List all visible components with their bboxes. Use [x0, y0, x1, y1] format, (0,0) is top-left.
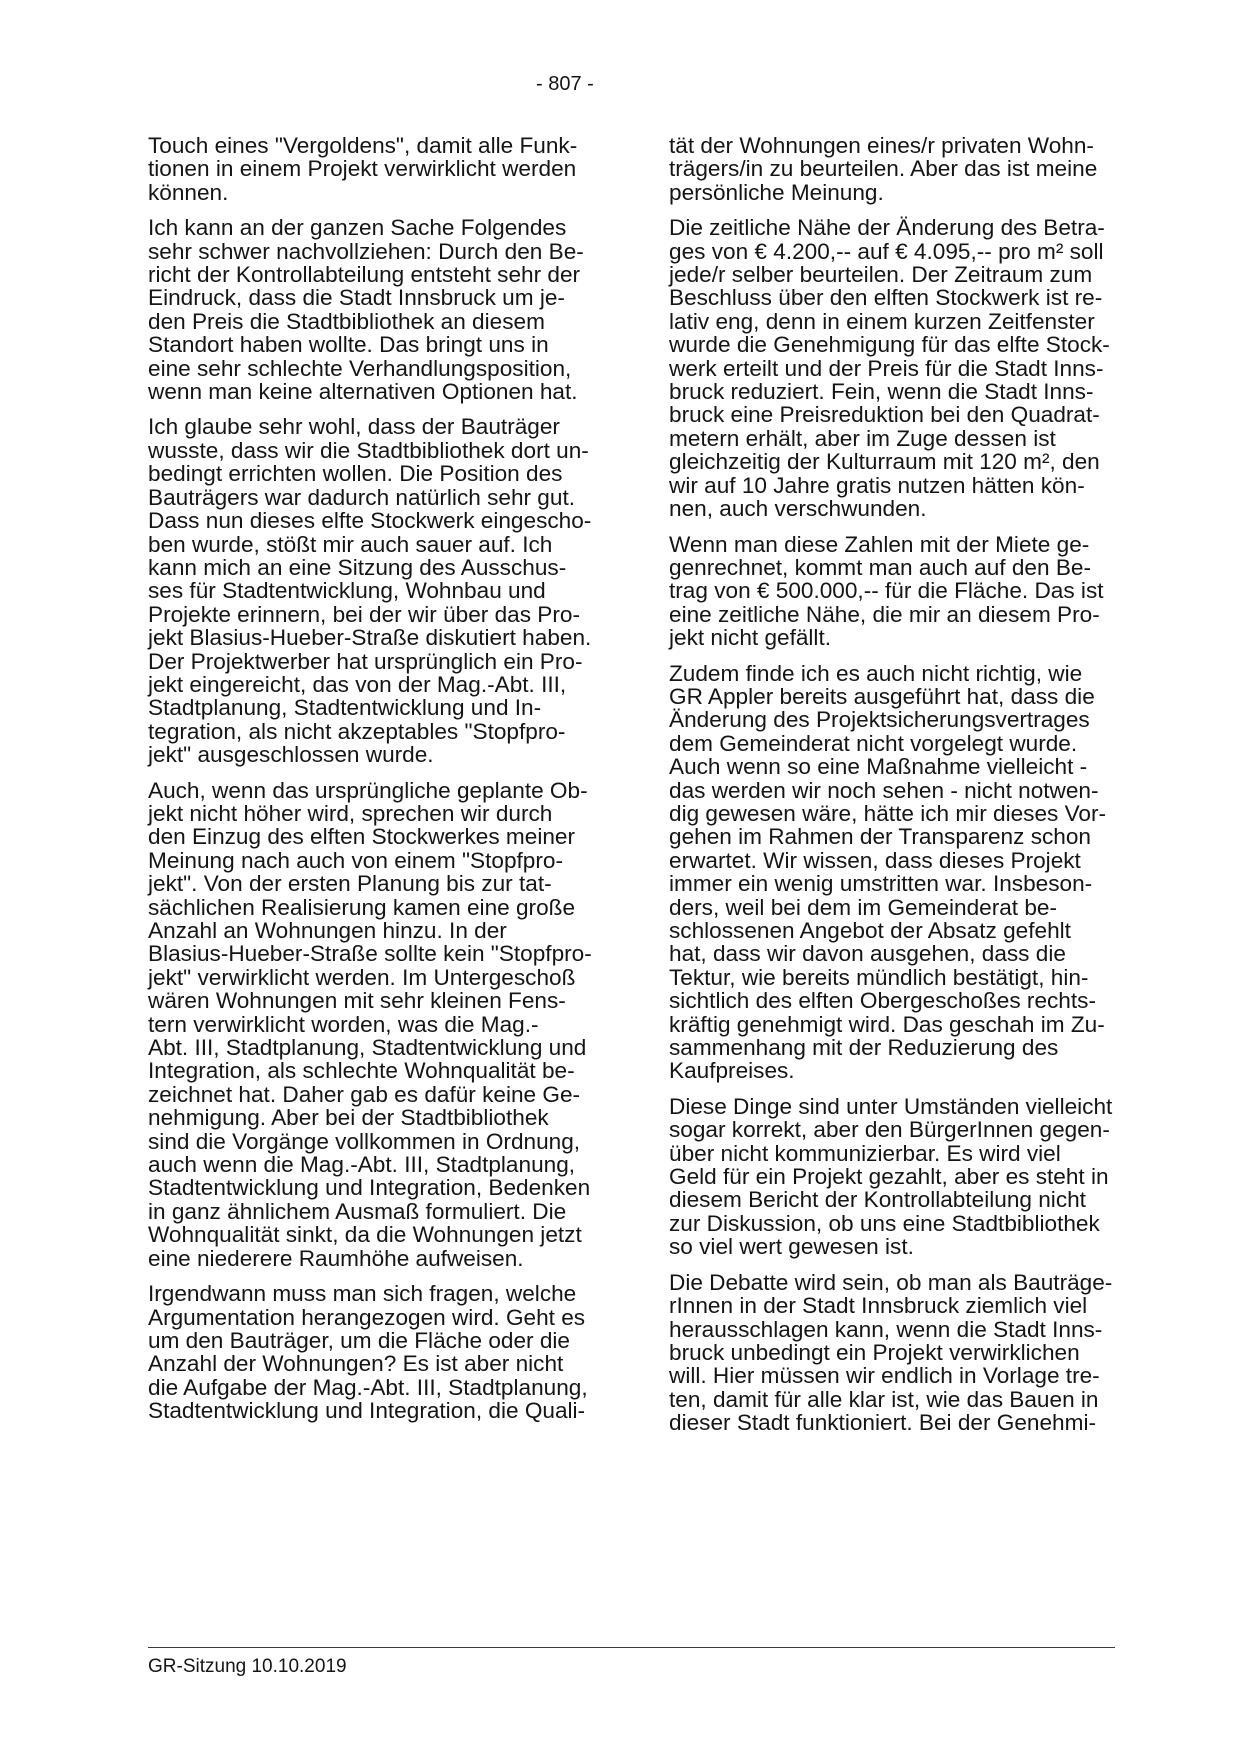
text-line: Geld für ein Projekt gezahlt, aber es steht in — [669, 1164, 1109, 1190]
right-column — [669, 134, 1139, 1447]
text-line: eine zeitliche Nähe, die mir an diesem Pro- — [669, 601, 1100, 627]
text-line: Diese Dinge sind unter Umständen vielleicht — [669, 1093, 1113, 1119]
text-line: rInnen in der Stadt Innsbruck ziemlich viel — [669, 1293, 1088, 1319]
text-line: bruck unbedingt ein Projekt verwirklichen — [669, 1339, 1080, 1365]
text-line: Irgendwann muss man sich fragen, welche — [148, 1281, 577, 1307]
text-line: Stadtentwicklung und Integration, Bedenken — [148, 1175, 591, 1201]
text-line: dem Gemeinderat nicht vorgelegt wurde. — [669, 730, 1078, 756]
text-line: Tektur, wie bereits mündlich bestätigt, hin- — [669, 964, 1089, 990]
text-line: sogar korrekt, aber den BürgerInnen gegen- — [669, 1117, 1110, 1143]
text-line: Dass nun dieses elfte Stockwerk eingescho- — [148, 508, 592, 534]
text-line: sammenhang mit der Reduzierung des — [669, 1035, 1059, 1061]
text-line: richt der Kontrollabteilung entsteht sehr der — [148, 262, 581, 288]
text-line: gleichzeitig der Kulturraum mit 120 m², den — [669, 449, 1100, 475]
text-line: Argumentation herangezogen wird. Geht es — [148, 1304, 586, 1330]
text-line: persönliche Meinung. — [669, 179, 884, 205]
text-line: ten, damit für alle klar ist, wie das Bauen in — [669, 1386, 1099, 1412]
text-line: Beschluss über den elften Stockwerk ist re- — [669, 285, 1103, 311]
text-line: Projekte erinnern, bei der wir über das Pro- — [148, 601, 580, 627]
text-line: Änderung des Projektsicherungsvertrages — [669, 707, 1090, 733]
text-line: tern verwirklicht worden, was die Mag.- — [148, 1011, 539, 1037]
text-line: jekt nicht höher wird, sprechen wir durch — [148, 800, 553, 826]
text-line: ders, weil bei dem im Gemeinderat be- — [669, 894, 1058, 920]
text-line: bruck eine Preisreduktion bei den Quadrat- — [669, 402, 1100, 428]
text-line: jekt nicht gefällt. — [669, 625, 832, 651]
text-line: Wohnqualität sinkt, da die Wohnungen jetzt — [148, 1222, 582, 1248]
text-line: nen, auch verschwunden. — [669, 496, 927, 522]
text-line: Ich kann an der ganzen Sache Folgendes — [148, 215, 567, 241]
text-line: Die Debatte wird sein, ob man als Bauträge- — [669, 1269, 1113, 1295]
paragraph — [148, 415, 618, 766]
text-line: Ich glaube sehr wohl, dass der Bauträger — [148, 414, 560, 440]
text-line: Zudem finde ich es auch nicht richtig, wie — [669, 660, 1083, 686]
text-line: ges von € 4.200,-- auf € 4.095,-- pro m² soll — [669, 238, 1104, 264]
text-line: tionen in einem Projekt verwirklicht werden — [148, 156, 577, 182]
text-line: Wenn man diese Zahlen mit der Miete ge- — [669, 531, 1090, 557]
text-line: in ganz ähnlichem Ausmaß formuliert. Die — [148, 1198, 567, 1224]
paragraph — [148, 779, 618, 1271]
text-line: ben wurde, stößt mir auch sauer auf. Ich — [148, 531, 553, 557]
text-line: jekt". Von der ersten Planung bis zur tat- — [148, 871, 552, 897]
text-line: Bauträgers war dadurch natürlich sehr gut. — [148, 484, 575, 510]
text-line: Auch wenn so eine Maßnahme vielleicht - — [669, 754, 1088, 780]
text-line: sichtlich des elften Obergeschoßes rechts- — [669, 988, 1096, 1014]
text-line: will. Hier müssen wir endlich in Vorlage tre- — [669, 1363, 1100, 1389]
text-line: jekt eingereicht, das von der Mag.-Abt. III, — [148, 671, 567, 697]
text-line: Blasius-Hueber-Straße sollte kein "Stopfpro- — [148, 941, 592, 967]
text-line: jekt" ausgeschlossen wurde. — [148, 742, 434, 768]
text-line: zeichnet hat. Daher gab es dafür keine Ge- — [148, 1081, 581, 1107]
text-line: so viel wert gewesen ist. — [669, 1234, 914, 1260]
text-line: sächlichen Realisierung kamen eine große — [148, 894, 576, 920]
footer-text: GR-Sitzung 10.10.2019 — [148, 1656, 347, 1677]
text-line: jekt Blasius-Hueber-Straße diskutiert haben. — [148, 625, 592, 651]
text-line: dig gewesen wäre, hätte ich mir dieses Vor- — [669, 800, 1107, 826]
text-line: wenn man keine alternativen Optionen hat. — [148, 379, 578, 405]
text-line: Der Projektwerber hat ursprünglich ein Pro- — [148, 648, 583, 674]
paragraph — [669, 134, 1139, 204]
text-line: jede/r selber beurteilen. Der Zeitraum zum — [669, 262, 1093, 288]
text-line: jekt" verwirklicht werden. Im Untergeschoß — [148, 964, 576, 990]
text-line: tät der Wohnungen eines/r privaten Wohn- — [669, 133, 1094, 158]
text-line: die Aufgabe der Mag.-Abt. III, Stadtplanung, — [148, 1374, 588, 1400]
text-line: Integration, als schlechte Wohnqualität be- — [148, 1058, 575, 1084]
text-line: trag von € 500.000,-- für die Fläche. Das ist — [669, 578, 1104, 604]
text-line: wusste, dass wir die Stadtbibliothek dort un- — [148, 437, 589, 463]
paragraph — [148, 1282, 618, 1422]
text-line: Kaufpreises. — [669, 1058, 795, 1084]
text-line: tegration, als nicht akzeptables "Stopfpro- — [148, 718, 566, 744]
text-line: eine niederere Raumhöhe aufweisen. — [148, 1245, 524, 1271]
paragraph — [669, 216, 1139, 520]
footer-rule — [148, 1647, 1115, 1648]
text-line: dieser Stadt funktioniert. Bei der Genehmi- — [669, 1410, 1096, 1436]
text-line: bruck reduziert. Fein, wenn die Stadt Inns- — [669, 379, 1094, 405]
text-line: gehen im Rahmen der Transparenz schon — [669, 824, 1091, 850]
text-line: Stadtentwicklung und Integration, die Quali- — [148, 1398, 586, 1424]
text-line: eine sehr schlechte Verhandlungsposition, — [148, 355, 572, 381]
text-line: wären Wohnungen mit sehr kleinen Fens- — [148, 988, 566, 1014]
text-line: sehr schwer nachvollziehen: Durch den Be- — [148, 238, 584, 264]
text-line: nehmigung. Aber bei der Stadtbibliothek — [148, 1105, 549, 1131]
text-line: Anzahl an Wohnungen hinzu. In der — [148, 918, 507, 943]
text-line: erwartet. Wir wissen, dass dieses Projekt — [669, 847, 1081, 873]
text-line: Touch eines "Vergoldens", damit alle Funk- — [148, 133, 578, 158]
text-line: Meinung nach auch von einem "Stopfpro- — [148, 847, 563, 873]
text-line: das werden wir noch sehen - nicht notwen- — [669, 777, 1099, 803]
text-line: lativ eng, denn in einem kurzen Zeitfenster — [669, 308, 1095, 334]
paragraph — [148, 134, 618, 204]
paragraph — [669, 533, 1139, 650]
text-line: genrechnet, kommt man auch auf den Be- — [669, 554, 1091, 580]
text-line: wir auf 10 Jahre gratis nutzen hätten kön- — [669, 472, 1085, 498]
text-line: Die zeitliche Nähe der Änderung des Betra- — [669, 215, 1105, 241]
text-line: wurde die Genehmigung für das elfte Stock- — [669, 332, 1110, 358]
text-line: ses für Stadtentwicklung, Wohnbau und — [148, 578, 546, 604]
text-line: diesem Bericht der Kontrollabteilung nicht — [669, 1187, 1086, 1213]
text-line: auch wenn die Mag.-Abt. III, Stadtplanung, — [148, 1152, 576, 1178]
paragraph — [148, 216, 618, 403]
paragraph — [669, 1095, 1139, 1259]
text-line: werk erteilt und der Preis für die Stadt Inns- — [669, 355, 1104, 381]
text-line: Stadtplanung, Stadtentwicklung und In- — [148, 695, 542, 721]
paragraph — [669, 662, 1139, 1083]
paragraph — [669, 1271, 1139, 1435]
text-line: immer ein wenig umstritten war. Insbeson- — [669, 871, 1093, 897]
text-line: über nicht kommunizierbar. Es wird viel — [669, 1140, 1061, 1166]
text-line: metern erhält, aber im Zuge dessen ist — [669, 425, 1056, 451]
text-line: Eindruck, dass die Stadt Innsbruck um je- — [148, 285, 565, 311]
text-line: Anzahl der Wohnungen? Es ist aber nicht — [148, 1351, 564, 1377]
text-line: um den Bauträger, um die Fläche oder die — [148, 1327, 570, 1353]
text-line: Auch, wenn das ursprüngliche geplante Ob- — [148, 777, 588, 803]
text-line: GR Appler bereits ausgeführt hat, dass die — [669, 683, 1095, 709]
text-line: sind die Vorgänge vollkommen in Ordnung, — [148, 1128, 581, 1154]
text-line: den Einzug des elften Stockwerkes meiner — [148, 824, 575, 850]
text-line: hat, dass wir davon ausgehen, dass die — [669, 941, 1066, 967]
page-number: - 807 - — [536, 73, 594, 95]
text-line: schlossenen Angebot der Absatz gefehlt — [669, 918, 1071, 943]
text-line: Abt. III, Stadtplanung, Stadtentwicklung und — [148, 1035, 587, 1061]
text-line: trägers/in zu beurteilen. Aber das ist meine — [669, 156, 1098, 182]
text-line: kann mich an eine Sitzung des Ausschus- — [148, 554, 567, 580]
text-line: herausschlagen kann, wenn die Stadt Inns- — [669, 1316, 1103, 1342]
text-line: zur Diskussion, ob uns eine Stadtbibliothek — [669, 1210, 1100, 1236]
text-line: Standort haben wollte. Das bringt uns in — [148, 332, 549, 358]
text-line: können. — [148, 179, 229, 205]
text-line: den Preis die Stadtbibliothek an diesem — [148, 308, 545, 334]
left-column — [148, 134, 618, 1435]
text-line: bedingt errichten wollen. Die Position des — [148, 461, 563, 487]
text-line: kräftig genehmigt wird. Das geschah im Zu- — [669, 1011, 1105, 1037]
